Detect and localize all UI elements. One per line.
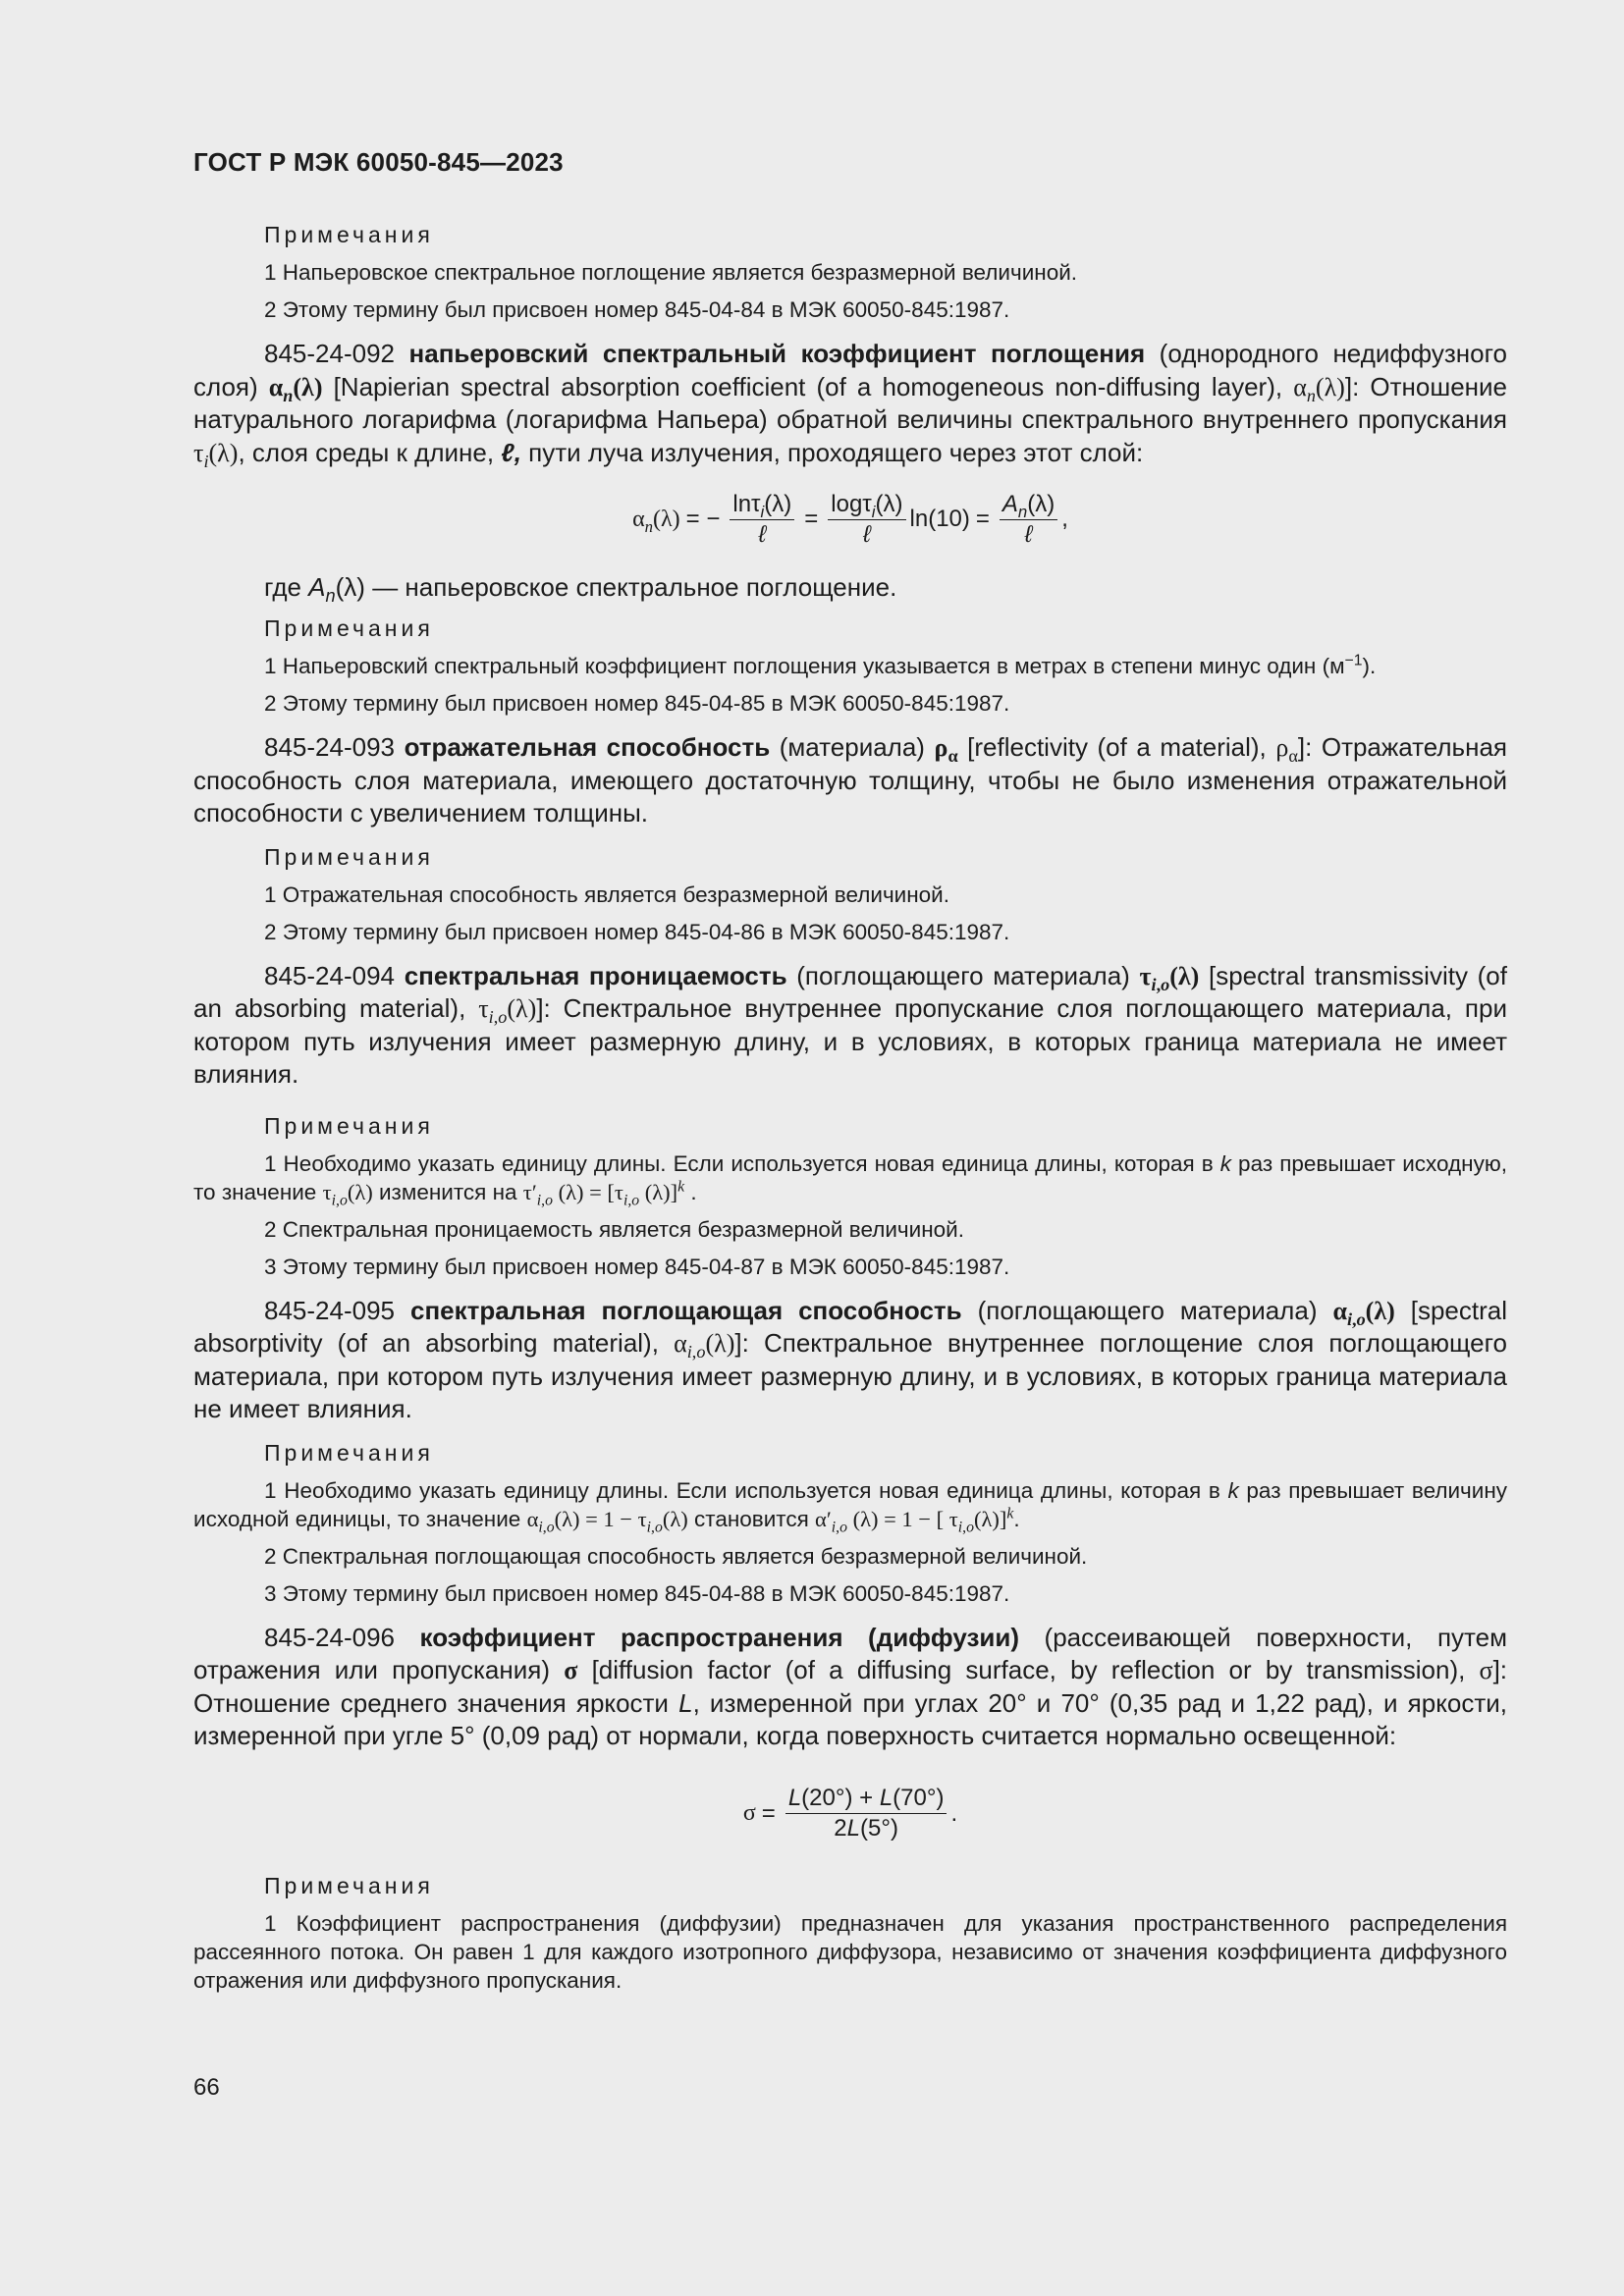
notes-heading: Примечания: [264, 615, 434, 641]
term-name: спектральная проницаемость: [404, 960, 787, 990]
note: 2 Спектральная поглощающая способность является безразмерной величиной.: [264, 1543, 1088, 1569]
term-symbol: σ: [564, 1656, 578, 1684]
page-content: [193, 222, 1507, 2003]
term-symbol: $\alpha_{i,o}(\lambda)$: [1332, 1296, 1395, 1329]
note: 2 Этому термину был присвоен номер 845-04-86 в МЭК 60050-845:1987.: [264, 919, 1010, 944]
note: 3 Этому термину был присвоен номер 845-04-88 в МЭК 60050-845:1987.: [264, 1580, 1010, 1606]
term-number: 845-24-094: [264, 960, 395, 990]
note: 1 Напьеровский спектральный коэффициент поглощения указывается в метрах в степени минус один $(м^{-1})$.: [264, 652, 1377, 678]
note: 1 Необходимо указать единицу длины. Если используется новая единица длины, которая в k раз превышает величину исходной единицы, то значение $\alpha_{i,o}(\lambda) = 1 - \tau_{i,o}(\lambda)$ становится $\alpha'_{i,o}$ (λ) = 1 − [ $\tau_{i,o}(\lambda)]^k$.: [193, 1477, 1507, 1535]
term-entry-093: 845-24-093 отражательная способность (материала) $\rho_\alpha$ [reflectivity (of a material), $\rho_\alpha$]: Отражательная способность слоя материала, имеющего достаточную толщину, чтобы не было изменения отражательной способности с увеличением толщины.: [193, 732, 1508, 828]
term-symbol: $\alpha_n(\lambda)$: [268, 372, 323, 405]
term-symbol: $\tau_{i,o}(\lambda)$: [1139, 961, 1200, 994]
term-name: спектральная поглощающая способность: [409, 1295, 962, 1325]
notes-heading: Примечания: [264, 1439, 434, 1466]
term-name: коэффициент распространения (диффузии): [419, 1622, 1020, 1652]
term-entry-094: 845-24-094 спектральная проницаемость (поглощающего материала) $\tau_{i,o}(\lambda)$ [spectral transmissivity (of an absorbing material), $\tau_{i,o}(\lambda)$]: Спектральное внутреннее пропускание слоя поглощающего материала, при котором путь излучения имеет размерную длину, и в условиях, в которых граница материала не имеет влияния.: [193, 960, 1507, 1089]
note: 2 Спектральная проницаемость является безразмерной величиной.: [264, 1216, 964, 1242]
note: 1 Отражательная способность является безразмерной величиной.: [264, 881, 949, 907]
notes-heading: Примечания: [264, 1112, 434, 1139]
term-symbol: $\rho_\alpha$: [934, 733, 958, 767]
formula-absorption-coefficient: $\alpha_n(\lambda)$ = − $\frac{\ln\tau_i(\lambda)}{\text{ℓ}}$ = $\frac{\log\tau_i(\lambda)}{\text{ℓ}}$ ln(10) = $\frac{A_n(\lambda)}{\text{ℓ}}$ ,: [632, 490, 1068, 548]
term-number: 845-24-093: [264, 732, 395, 762]
term-name: напьеровский спектральный коэффициент поглощения: [408, 339, 1146, 368]
document-header: ГОСТ Р МЭК 60050-845—2023: [193, 147, 564, 177]
term-entry-096: 845-24-096 коэффициент распространения (диффузии) (рассеивающей поверхности, путем отражения или пропускания) σ [diffusion factor (of a diffusing surface, by reflection or by transmission), σ]: Отношение среднего значения яркости L, измеренной при углах 20° и 70° (0,35 рад и 1,22 рад), и яркости, измеренной при угле 5° (0,09 рад) от нормали, когда поверхность считается нормально освещенной:: [193, 1622, 1508, 1750]
notes-heading: Примечания: [264, 222, 434, 247]
formula-where-clause: где $A_n(\lambda)$ — напьеровское спектральное поглощение.: [264, 572, 897, 607]
term-number: 845-24-092: [264, 339, 395, 368]
note: 3 Этому термину был присвоен номер 845-04-87 в МЭК 60050-845:1987.: [264, 1254, 1010, 1279]
page-number: 66: [193, 2074, 220, 2101]
term-name: отражательная способность: [404, 732, 771, 762]
term-number: 845-24-095: [264, 1295, 395, 1325]
term-entry-095: 845-24-095 спектральная поглощающая способность (поглощающего материала) $\alpha_{i,o}(\lambda)$ [spectral absorptivity (of an absorbing material), $\alpha_{i,o}(\lambda)$]: Спектральное внутреннее поглощение слоя поглощающего материала, при котором путь излучения имеет размерную длину, и в условиях, в которых граница материала не имеет влияния.: [193, 1295, 1507, 1423]
note: 1 Коэффициент распространения (диффузии) предназначен для указания пространственного распределения рассеянного потока. Он равен 1 для каждого изотропного диффузора, независимо от значения коэффициента диффузного отражения или диффузного пропускания.: [193, 1910, 1507, 1993]
term-number: 845-24-096: [264, 1622, 395, 1652]
notes-heading: Примечания: [264, 843, 434, 870]
term-entry-092: 845-24-092 напьеровский спектральный коэффициент поглощения (однородного недиффузного слоя) $\alpha_n(\lambda)$ [Napierian spectral absorption coefficient (of a homogeneous non-diffusing layer), $\alpha_n(\lambda)$]: Отношение натурального логарифма (логарифма Напьера) обратной величины спектрального внутреннего пропускания $\tau_i(\lambda)$, слоя среды к длине, ℓ, пути луча излучения, проходящего через этот слой:: [193, 339, 1507, 471]
note: 2 Этому термину был присвоен номер 845-04-84 в МЭК 60050-845:1987.: [264, 297, 1010, 322]
notes-heading: Примечания: [264, 1872, 434, 1898]
note: 1 Напьеровское спектральное поглощение является безразмерной величиной.: [264, 260, 1078, 285]
note: 2 Этому термину был присвоен номер 845-04-85 в МЭК 60050-845:1987.: [264, 691, 1010, 716]
formula-diffusion-factor: σ = $\frac{L(20^\circ) + L(70^\circ)}{2L(5^\circ)}$ .: [742, 1785, 958, 1842]
note: 1 Необходимо указать единицу длины. Если используется новая единица длины, которая в k раз превышает исходную, то значение $\tau_{i,o}(\lambda)$ изменится на $\tau'_{i,o}$ $(\lambda) = [\tau_{i,o}$ (λ)]$^k$ .: [193, 1150, 1507, 1208]
